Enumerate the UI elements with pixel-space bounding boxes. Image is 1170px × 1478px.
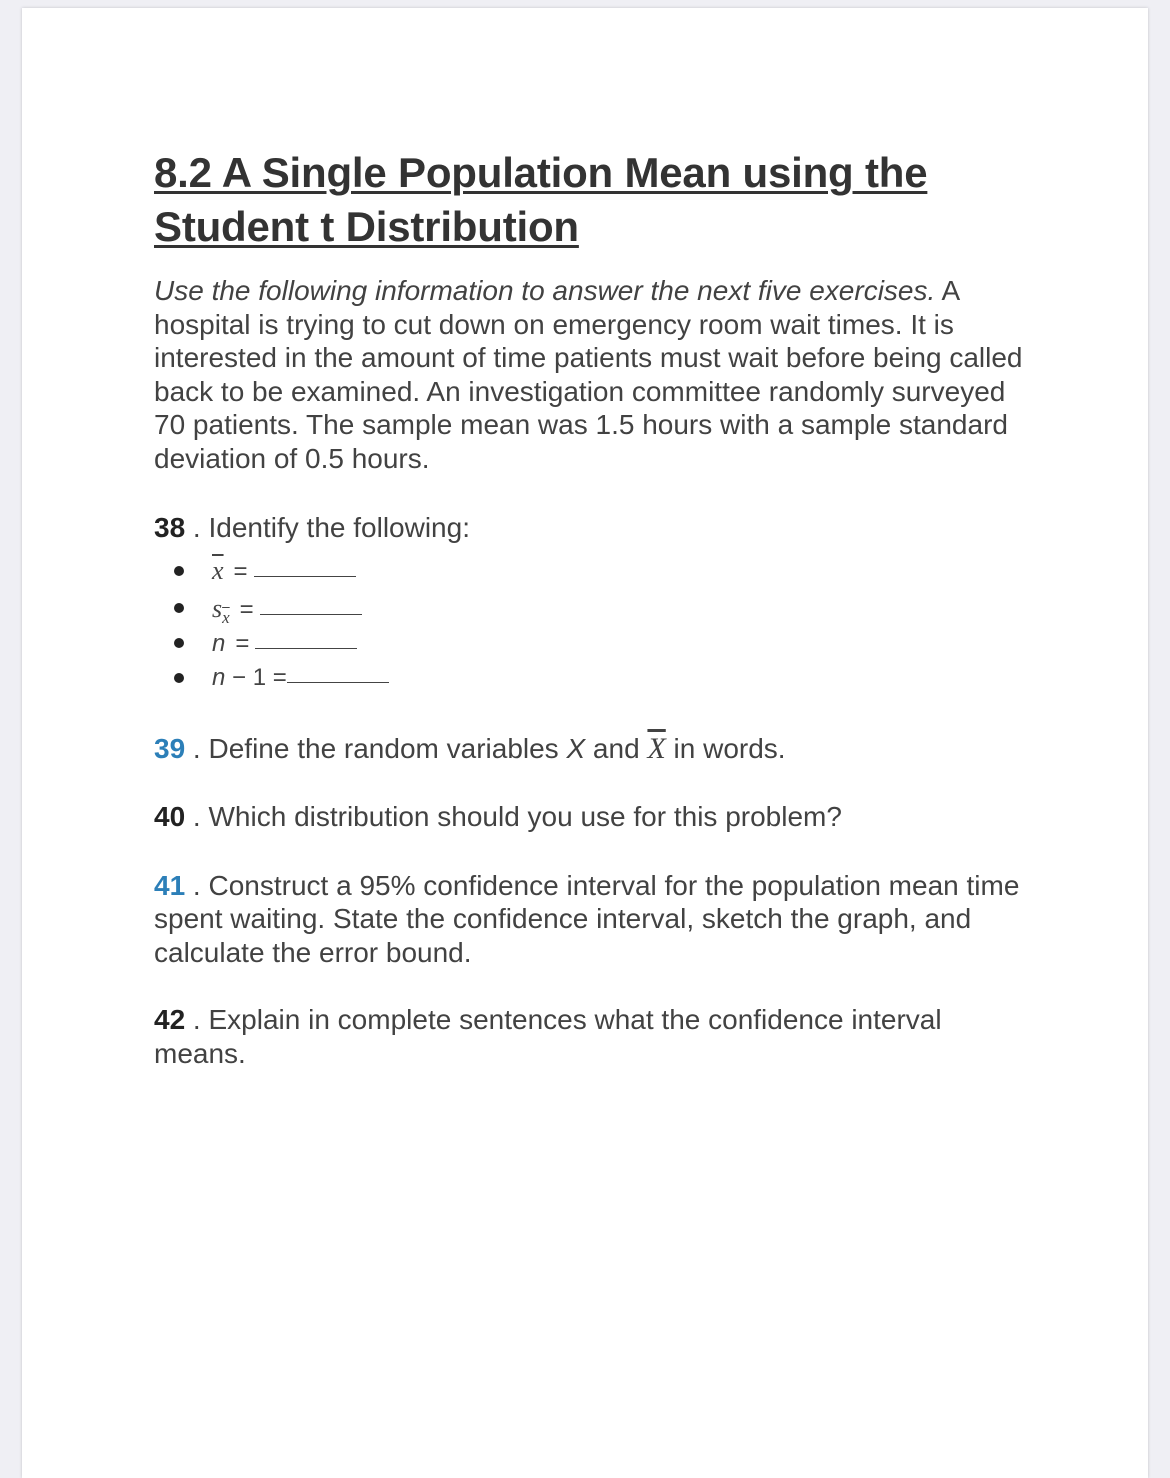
exercise-42 [154, 1003, 1034, 1070]
n-symbol: n [212, 629, 226, 657]
answer-blank [260, 613, 362, 615]
page-content [154, 146, 1034, 1070]
equals-sign: = [239, 595, 254, 623]
variable-xbar: $\overline{X}$ [647, 731, 666, 765]
intro-paragraph [154, 274, 1034, 475]
n-symbol: n [212, 663, 226, 691]
answer-blank [255, 647, 357, 649]
exercise-41 [154, 869, 1034, 970]
document-page [22, 8, 1148, 1478]
exercise-text: . Which distribution should you use for this problem? [185, 801, 842, 832]
xbar-symbol: $\overline{x}$ [212, 555, 224, 585]
exercise-text: . Construct a 95% confidence interval for the population mean time spent waiting. State the confidence interval, sketch the graph, and calculate the error bound. [154, 869, 1020, 968]
answer-blank [254, 575, 356, 577]
minus-one: − 1 [225, 663, 273, 691]
exercise-number-link[interactable]: 39 [154, 732, 186, 764]
exercise-text: in words. [665, 732, 786, 764]
answer-blank [287, 681, 389, 683]
section-title[interactable]: 8.2 A Single Population Mean using the Student t Distribution [154, 149, 928, 250]
list-item-n-minus-1 [154, 660, 1034, 696]
exercise-text: . Explain in complete sentences what the confidence interval means. [154, 1004, 942, 1069]
exercise-number: 42 [154, 1004, 186, 1035]
bullet-icon [174, 566, 184, 576]
bullet-icon [174, 638, 184, 648]
exercise-39 [154, 732, 1034, 766]
exercise-text: and [585, 732, 648, 764]
bullet-icon [174, 603, 184, 613]
xbar-subscript: x [222, 607, 230, 627]
exercise-text: . Define the random variables [185, 732, 567, 764]
intro-text: A hospital is trying to cut down on emergency room wait times. It is interested in the amount of time patients must wait before being called back to be examined. An investigation committee randomly surveyed 70 patients. The sample mean was 1.5 hours with a sample standard deviation of 0.5 hours. [154, 275, 1023, 474]
exercise-text: . Identify the following: [185, 512, 470, 543]
list-item-n [154, 627, 1034, 660]
s-symbol: s [212, 593, 223, 623]
equals-sign: = [235, 629, 250, 657]
equals-sign: = [272, 663, 287, 691]
bullet-icon [174, 673, 184, 683]
exercise-number: 38 [154, 512, 186, 543]
list-item-xbar [154, 553, 1034, 589]
exercise-40 [154, 800, 1034, 834]
equals-sign: = [233, 557, 248, 585]
exercise-38 [154, 511, 1034, 545]
variable-x: X [566, 732, 586, 764]
exercise-number-link[interactable]: 41 [154, 869, 186, 901]
exercise-number: 40 [154, 801, 186, 832]
list-item-sxbar [154, 589, 1034, 627]
variable-list [154, 553, 1034, 696]
intro-instruction: Use the following information to answer the next five exercises. [154, 275, 936, 306]
